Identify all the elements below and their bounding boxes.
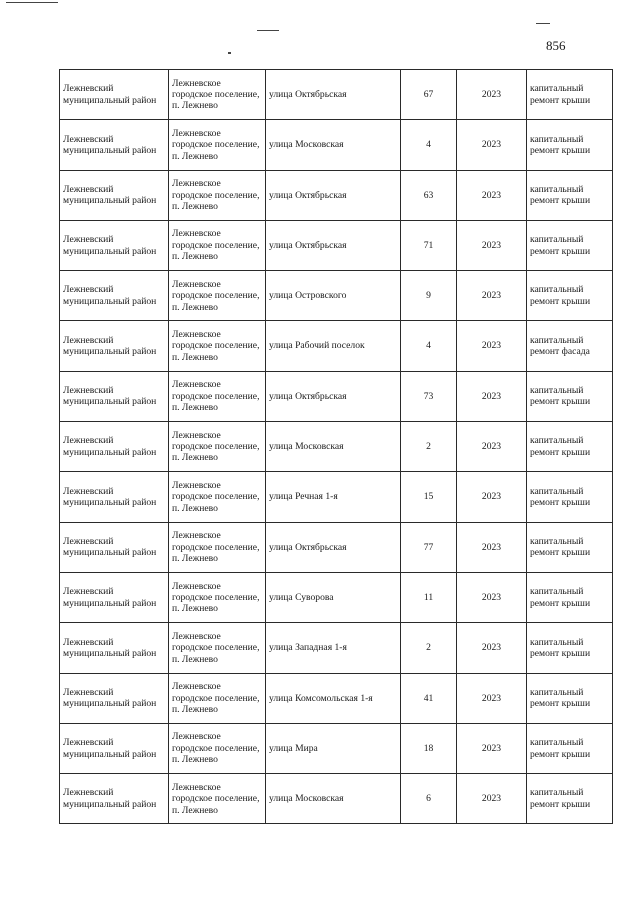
district-cell: Лежневский муниципальный район [60,774,169,824]
year-cell: 2023 [457,522,527,572]
street-cell: улица Московская [266,120,401,170]
street-cell: улица Октябрьская [266,220,401,270]
work-type-cell: капитальный ремонт крыши [527,723,613,773]
year-cell: 2023 [457,120,527,170]
table-row [60,623,613,673]
work-type-cell: капитальный ремонт крыши [527,170,613,220]
scan-artifact-line [536,23,550,24]
settlement-cell: Лежневское городское поселение, п. Лежнево [169,422,266,472]
street-cell: улица Речная 1-я [266,472,401,522]
work-type-cell: капитальный ремонт крыши [527,522,613,572]
table-row [60,271,613,321]
district-cell: Лежневский муниципальный район [60,673,169,723]
work-type-cell: капитальный ремонт крыши [527,572,613,622]
year-cell: 2023 [457,673,527,723]
settlement-cell: Лежневское городское поселение, п. Лежнево [169,220,266,270]
table-row [60,723,613,773]
table-row [60,472,613,522]
table-row [60,522,613,572]
settlement-cell: Лежневское городское поселение, п. Лежнево [169,271,266,321]
year-cell: 2023 [457,371,527,421]
year-cell: 2023 [457,572,527,622]
table-row [60,371,613,421]
year-cell: 2023 [457,321,527,371]
work-type-cell: капитальный ремонт крыши [527,422,613,472]
street-cell: улица Октябрьская [266,70,401,120]
house-number-cell: 71 [401,220,457,270]
house-number-cell: 9 [401,271,457,321]
settlement-cell: Лежневское городское поселение, п. Лежнево [169,472,266,522]
house-number-cell: 11 [401,572,457,622]
house-number-cell: 2 [401,623,457,673]
settlement-cell: Лежневское городское поселение, п. Лежнево [169,170,266,220]
house-number-cell: 4 [401,321,457,371]
table-row [60,572,613,622]
table-row [60,120,613,170]
scan-artifact-line [6,2,58,3]
work-type-cell: капитальный ремонт крыши [527,472,613,522]
year-cell: 2023 [457,472,527,522]
district-cell: Лежневский муниципальный район [60,220,169,270]
house-number-cell: 41 [401,673,457,723]
table-body [60,70,613,824]
settlement-cell: Лежневское городское поселение, п. Лежнево [169,70,266,120]
year-cell: 2023 [457,170,527,220]
work-type-cell: капитальный ремонт крыши [527,371,613,421]
work-type-cell: капитальный ремонт крыши [527,673,613,723]
district-cell: Лежневский муниципальный район [60,522,169,572]
settlement-cell: Лежневское городское поселение, п. Лежнево [169,623,266,673]
district-cell: Лежневский муниципальный район [60,422,169,472]
page-number: 856 [546,38,566,53]
district-cell: Лежневский муниципальный район [60,170,169,220]
district-cell: Лежневский муниципальный район [60,321,169,371]
table-row [60,321,613,371]
street-cell: улица Комсомольская 1-я [266,673,401,723]
table-row [60,774,613,824]
settlement-cell: Лежневское городское поселение, п. Лежнево [169,120,266,170]
table-row [60,220,613,270]
work-type-cell: капитальный ремонт крыши [527,120,613,170]
settlement-cell: Лежневское городское поселение, п. Лежнево [169,774,266,824]
year-cell: 2023 [457,723,527,773]
house-number-cell: 63 [401,170,457,220]
street-cell: улица Октябрьская [266,371,401,421]
street-cell: улица Московская [266,774,401,824]
street-cell: улица Западная 1-я [266,623,401,673]
house-number-cell: 77 [401,522,457,572]
settlement-cell: Лежневское городское поселение, п. Лежнево [169,572,266,622]
house-number-cell: 6 [401,774,457,824]
district-cell: Лежневский муниципальный район [60,572,169,622]
work-type-cell: капитальный ремонт крыши [527,623,613,673]
street-cell: улица Октябрьская [266,522,401,572]
street-cell: улица Островского [266,271,401,321]
settlement-cell: Лежневское городское поселение, п. Лежнево [169,522,266,572]
district-cell: Лежневский муниципальный район [60,472,169,522]
scan-artifact-line [257,30,279,31]
district-cell: Лежневский муниципальный район [60,271,169,321]
work-type-cell: капитальный ремонт фасада [527,321,613,371]
work-type-cell: капитальный ремонт крыши [527,70,613,120]
year-cell: 2023 [457,271,527,321]
street-cell: улица Рабочий поселок [266,321,401,371]
year-cell: 2023 [457,422,527,472]
year-cell: 2023 [457,623,527,673]
house-number-cell: 67 [401,70,457,120]
district-cell: Лежневский муниципальный район [60,723,169,773]
settlement-cell: Лежневское городское поселение, п. Лежнево [169,371,266,421]
street-cell: улица Московская [266,422,401,472]
settlement-cell: Лежневское городское поселение, п. Лежнево [169,723,266,773]
table-row [60,673,613,723]
house-number-cell: 18 [401,723,457,773]
district-cell: Лежневский муниципальный район [60,623,169,673]
street-cell: улица Октябрьская [266,170,401,220]
district-cell: Лежневский муниципальный район [60,70,169,120]
work-type-cell: капитальный ремонт крыши [527,774,613,824]
house-number-cell: 15 [401,472,457,522]
work-type-cell: капитальный ремонт крыши [527,271,613,321]
settlement-cell: Лежневское городское поселение, п. Лежнево [169,673,266,723]
settlement-cell: Лежневское городское поселение, п. Лежнево [169,321,266,371]
house-number-cell: 73 [401,371,457,421]
street-cell: улица Суворова [266,572,401,622]
table-row [60,422,613,472]
year-cell: 2023 [457,220,527,270]
house-number-cell: 4 [401,120,457,170]
district-cell: Лежневский муниципальный район [60,371,169,421]
work-type-cell: капитальный ремонт крыши [527,220,613,270]
street-cell: улица Мира [266,723,401,773]
table-row [60,170,613,220]
year-cell: 2023 [457,774,527,824]
district-cell: Лежневский муниципальный район [60,120,169,170]
table-row [60,70,613,120]
scan-artifact-dot [228,52,231,54]
year-cell: 2023 [457,70,527,120]
repair-schedule-table [59,69,613,824]
house-number-cell: 2 [401,422,457,472]
